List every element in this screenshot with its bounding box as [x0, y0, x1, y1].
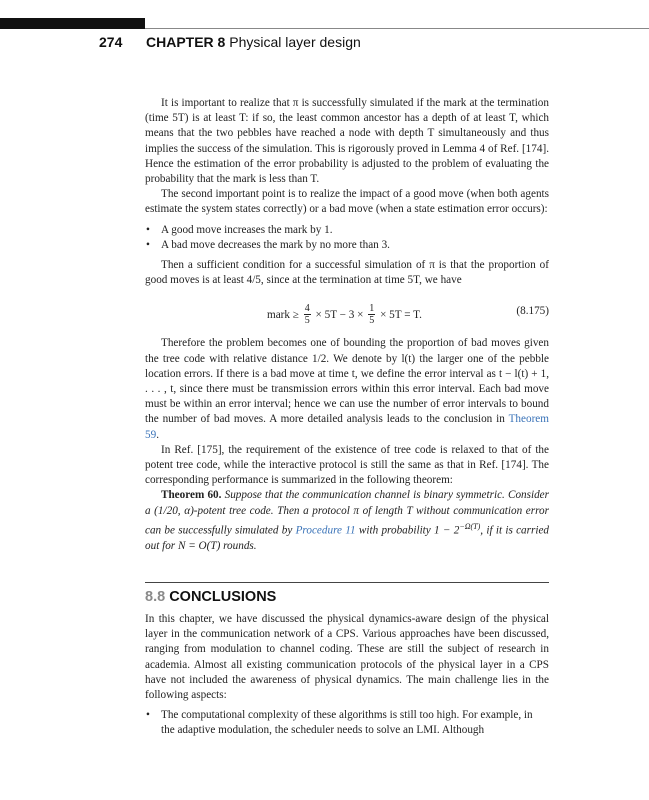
challenges-list — [145, 708, 549, 738]
theorem-text-3: , if it is carried out for N = O(T) rounds. — [145, 524, 549, 552]
theorem-exponent: −Ω(T) — [459, 521, 481, 531]
theorem-60 — [145, 488, 549, 554]
theorem-text-2: with probability 1 − 2 — [358, 524, 460, 537]
eq-fraction-1 — [304, 303, 311, 326]
theorem-59-link[interactable]: Theorem 59 — [145, 413, 549, 441]
section-rule — [145, 582, 549, 583]
eq-rhs: × 5T = T. — [380, 309, 422, 322]
header-bar — [0, 18, 145, 29]
paragraph-4 — [145, 336, 549, 442]
section-title: CONCLUSIONS — [169, 589, 277, 605]
paragraph-4-text: Therefore the problem becomes one of bounding the proportion of bad moves given the tree code with relative distance 1/2. We denote by l(t) the larger one of the pebble location errors. If there is a bad move at time t, we define the error interval as t − l(t) + 1, . . . , t, since there must be transmission errors within this error interval. Each bad move must be within an error interval; hence we can use the number of error intervals to bound the number of bad moves. A more detailed analysis leads to the conclusion in — [145, 337, 549, 426]
equation-number: (8.175) — [516, 305, 549, 318]
paragraph-4-end: . — [156, 428, 159, 441]
eq-frac2-num: 1 — [369, 303, 375, 315]
conclusions-text — [145, 612, 549, 744]
paragraph-3: Then a sufficient condition for a successful simulation of π is that the proportion of good moves is at least 4/5, since at the termination at time 5T, we have — [145, 259, 549, 287]
section-heading — [145, 589, 276, 605]
paragraph-1: It is important to realize that π is successfully simulated if the mark at the termination (time 5T) is at least T: if so, the least common ancestor has a depth of at least T, which means that the two pebbles have reached a node with depth T simultaneously and thus implies the success of the simulation. This is rigorously proved in Lemma 4 of Ref. [174]. Hence the estimation of the error probability is adjusted to the problem of evaluating the probability that the mark is less than T. — [145, 97, 549, 186]
running-header — [0, 33, 649, 51]
list-item: • A good move increases the mark by 1. — [145, 223, 549, 238]
chapter-label: CHAPTER 8 — [146, 34, 226, 50]
list-item: • The computational complexity of these algorithms is still too high. For example, in the adaptive modulation, the scheduler needs to solve an LMI. Although — [145, 708, 549, 738]
eq-frac1-den: 5 — [304, 315, 310, 327]
equation-body — [267, 304, 422, 327]
eq-frac1-num: 4 — [304, 303, 310, 315]
equation-8-175 — [145, 292, 549, 330]
eq-middle: × 5T − 3 × — [315, 309, 364, 322]
procedure-11-link[interactable]: Procedure 11 — [295, 524, 356, 537]
eq-fraction-2 — [368, 303, 375, 326]
moves-list — [145, 223, 549, 253]
eq-frac2-den: 5 — [369, 315, 375, 327]
paragraph-5: In Ref. [175], the requirement of the existence of tree code is relaxed to that of the potent tree code, while the interactive protocol is still the same as that in Ref. [174]. The corresponding performance is summarized in the following theorem: — [145, 443, 549, 487]
list-item: • A bad move decreases the mark by no more than 3. — [145, 238, 549, 253]
chapter-heading — [146, 34, 361, 50]
page-number: 274 — [99, 34, 123, 50]
body-text — [145, 96, 549, 554]
theorem-text-1: Suppose that the communication channel is binary symmetric. Consider a (1/20, α)-potent tree code. Then a protocol π of length T without communication error can be successfully simulated by — [145, 489, 550, 537]
paragraph-6: In this chapter, we have discussed the physical dynamics-aware design of the physical layer in the communication network of a CPS. Various approaches have been discussed, ranging from modulation to channel coding. These are still the subject of research in academia. Almost all existing communication protocols of the physical layer in a CPS have not included the awareness of physical dynamics. The main challenge lies in the following aspects: — [145, 613, 549, 702]
eq-lhs: mark ≥ — [267, 309, 299, 322]
theorem-label: Theorem 60. — [161, 489, 222, 502]
paragraph-2: The second important point is to realize the impact of a good move (when both agents estimate the system states correctly) or a bad move (when a state estimation error occurs): — [145, 188, 549, 216]
section-number: 8.8 — [145, 589, 166, 605]
chapter-title: Physical layer design — [229, 34, 361, 50]
header-rule — [145, 28, 649, 29]
